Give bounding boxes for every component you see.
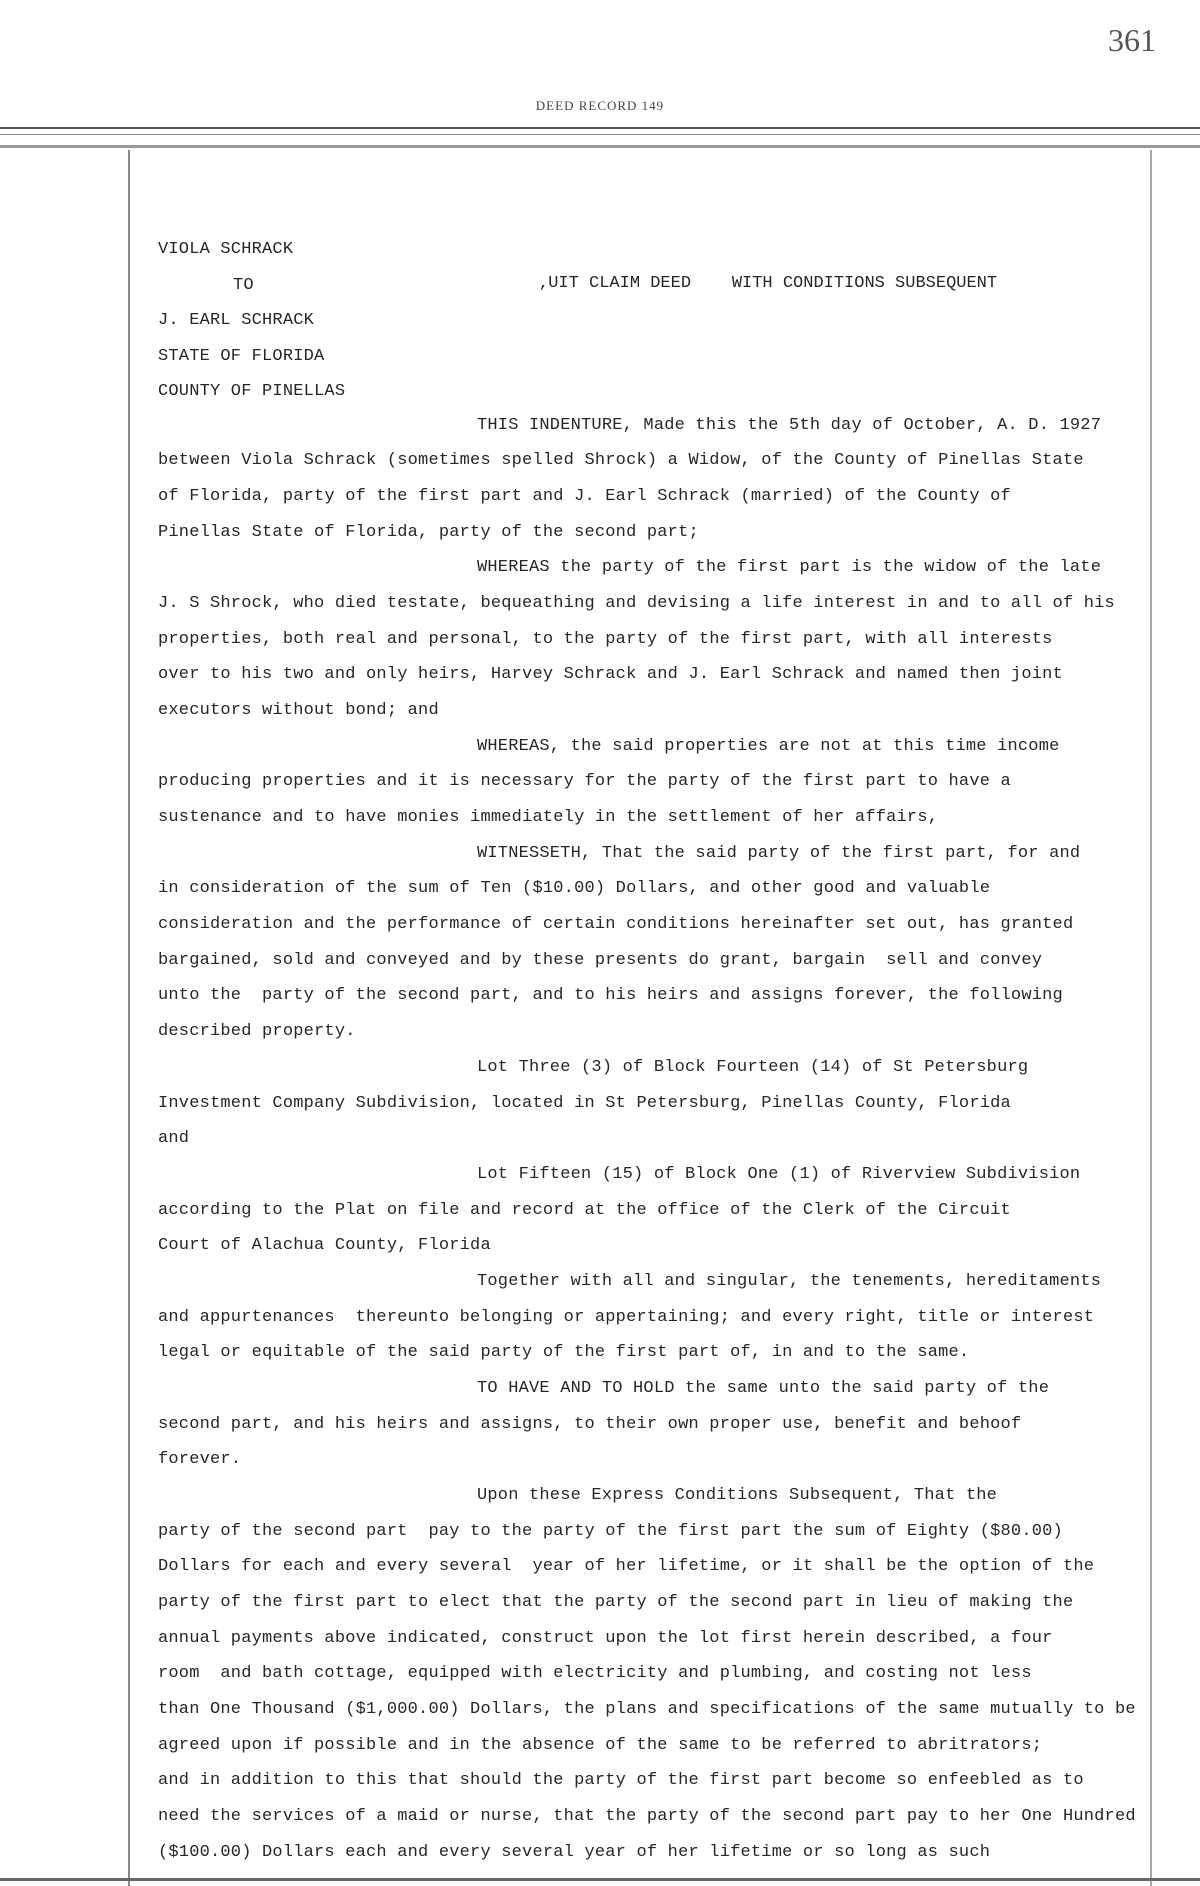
header-rule bbox=[0, 127, 1200, 129]
body-line: Court of Alachua County, Florida bbox=[158, 1236, 491, 1255]
body-line: described property. bbox=[158, 1022, 356, 1041]
caption-state: STATE OF FLORIDA bbox=[158, 347, 325, 366]
body-line: between Viola Schrack (sometimes spelled Shrock) a Widow, of the County of Pinellas State bbox=[158, 451, 1084, 470]
body-line: need the services of a maid or nurse, that the party of the second part pay to her One Hundred bbox=[158, 1807, 1136, 1826]
body-line: and bbox=[158, 1129, 190, 1148]
body-line: in consideration of the sum of Ten ($10.00) Dollars, and other good and valuable bbox=[158, 879, 991, 898]
body-line: party of the first part to elect that the party of the second part in lieu of making the bbox=[158, 1593, 1074, 1612]
body-line: according to the Plat on file and record at the office of the Clerk of the Circuit bbox=[158, 1201, 1011, 1220]
running-header: DEED RECORD 149 bbox=[535, 98, 665, 113]
caption-grantor: VIOLA SCHRACK bbox=[158, 240, 294, 259]
body-line: Dollars for each and every several year of her lifetime, or it shall be the option of the bbox=[158, 1557, 1095, 1576]
body-line: WITNESSETH, That the said party of the first part, for and bbox=[477, 844, 1081, 863]
header-rule bbox=[0, 134, 1200, 135]
body-line: ($100.00) Dollars each and every several year of her lifetime or so long as such bbox=[158, 1843, 991, 1862]
body-line: forever. bbox=[158, 1450, 242, 1469]
body-line: second part, and his heirs and assigns, to their own proper use, benefit and behoof bbox=[158, 1415, 1022, 1434]
body-line: Upon these Express Conditions Subsequent, That the bbox=[477, 1486, 998, 1505]
body-line: properties, both real and personal, to the party of the first part, with all interests bbox=[158, 630, 1053, 649]
body-line: Pinellas State of Florida, party of the second part; bbox=[158, 523, 699, 542]
body-line: producing properties and it is necessary for the party of the first part to have a bbox=[158, 772, 1011, 791]
right-margin-line bbox=[1150, 150, 1152, 1886]
header-rule bbox=[0, 145, 1200, 148]
body-line: and in addition to this that should the party of the first part become so enfeebled as to bbox=[158, 1771, 1084, 1790]
body-line: sustenance and to have monies immediately in the settlement of her affairs, bbox=[158, 808, 939, 827]
caption-county: COUNTY OF PINELLAS bbox=[158, 382, 346, 401]
body-line: WHEREAS, the said properties are not at this time income bbox=[477, 737, 1060, 756]
body-line: Investment Company Subdivision, located in St Petersburg, Pinellas County, Florida bbox=[158, 1094, 1011, 1113]
caption-grantee: J. EARL SCHRACK bbox=[158, 311, 315, 330]
body-line: TO HAVE AND TO HOLD the same unto the said party of the bbox=[477, 1379, 1050, 1398]
body-line: Together with all and singular, the tenements, hereditaments bbox=[477, 1272, 1102, 1291]
body-line: bargained, sold and conveyed and by these presents do grant, bargain sell and convey bbox=[158, 951, 1043, 970]
body-line: over to his two and only heirs, Harvey Schrack and J. Earl Schrack and named then joint bbox=[158, 665, 1063, 684]
body-line: legal or equitable of the said party of the first part of, in and to the same. bbox=[158, 1343, 970, 1362]
left-margin-line bbox=[128, 150, 130, 1886]
body-line: WHEREAS the party of the first part is the widow of the late bbox=[477, 558, 1102, 577]
body-line: executors without bond; and bbox=[158, 701, 439, 720]
body-line: Lot Three (3) of Block Fourteen (14) of St Petersburg bbox=[477, 1058, 1029, 1077]
caption-to: TO bbox=[233, 276, 254, 295]
bottom-edge-rule bbox=[0, 1878, 1200, 1881]
body-line: unto the party of the second part, and to his heirs and assigns forever, the following bbox=[158, 986, 1063, 1005]
body-line: Lot Fifteen (15) of Block One (1) of Riverview Subdivision bbox=[477, 1165, 1081, 1184]
body-line: agreed upon if possible and in the absence of the same to be referred to abritrators; bbox=[158, 1736, 1043, 1755]
body-line: party of the second part pay to the party of the first part the sum of Eighty ($80.00) bbox=[158, 1522, 1063, 1541]
body-line: J. S Shrock, who died testate, bequeathing and devising a life interest in and to all of his bbox=[158, 594, 1115, 613]
page-number: 361 bbox=[1108, 22, 1156, 58]
body-line: consideration and the performance of certain conditions hereinafter set out, has granted bbox=[158, 915, 1074, 934]
body-line: of Florida, party of the first part and J. Earl Schrack (married) of the County of bbox=[158, 487, 1011, 506]
body-line: than One Thousand ($1,000.00) Dollars, the plans and specifications of the same mutually to be bbox=[158, 1700, 1136, 1719]
body-line: annual payments above indicated, construct upon the lot first herein described, a four bbox=[158, 1629, 1053, 1648]
caption-deed-type: ‚UIT CLAIM DEED WITH CONDITIONS SUBSEQUENT bbox=[538, 274, 998, 293]
body-line: room and bath cottage, equipped with electricity and plumbing, and costing not less bbox=[158, 1664, 1032, 1683]
body-line: THIS INDENTURE, Made this the 5th day of October, A. D. 1927 bbox=[477, 416, 1102, 435]
body-line: and appurtenances thereunto belonging or appertaining; and every right, title or interest bbox=[158, 1308, 1095, 1327]
